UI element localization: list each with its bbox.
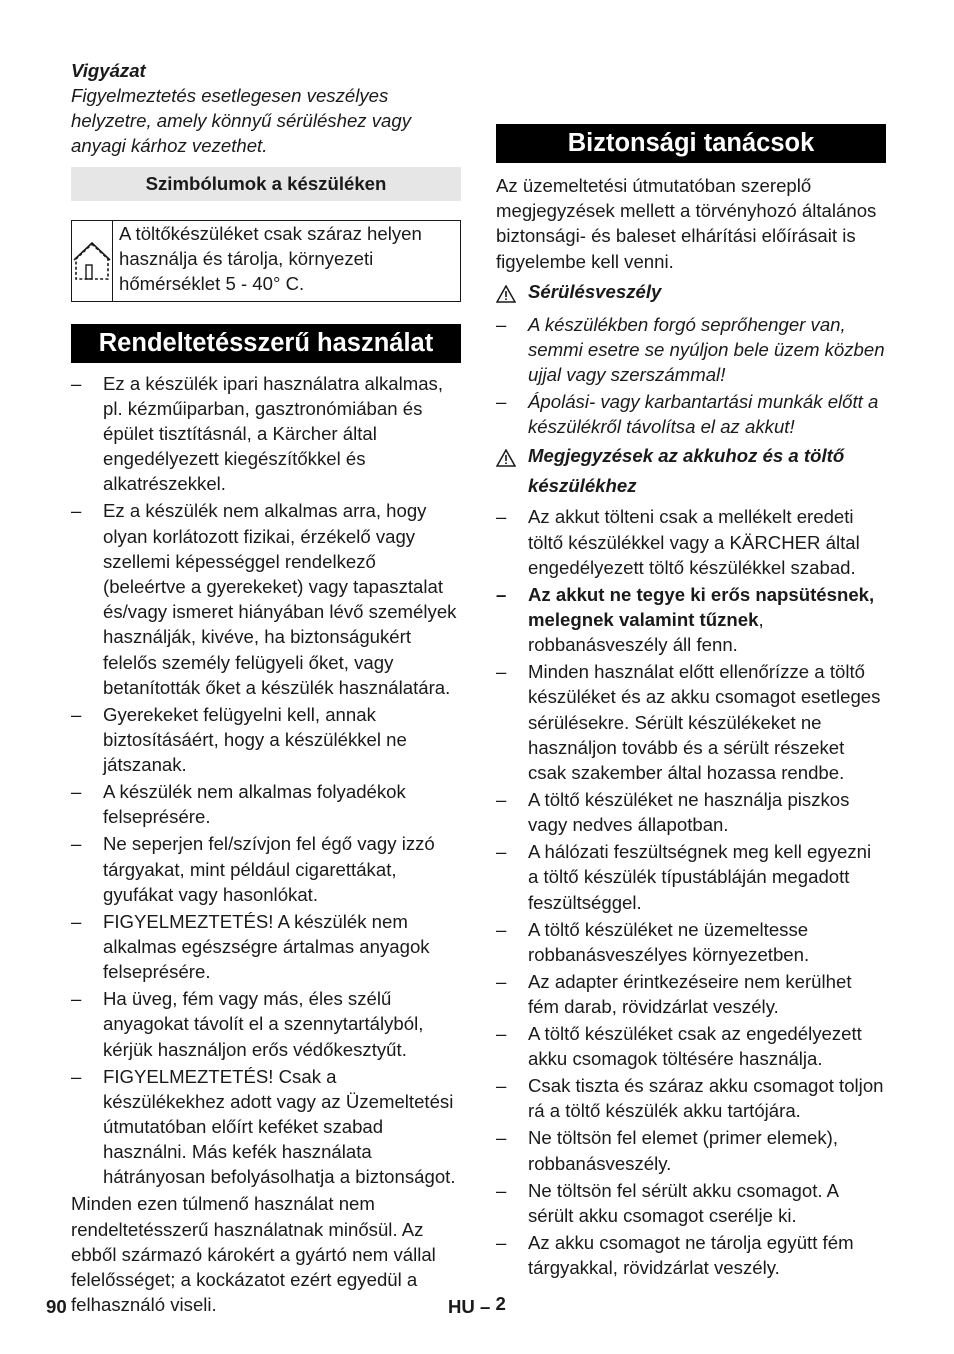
indoor-house-icon bbox=[72, 221, 113, 301]
injury-warning-heading bbox=[496, 277, 886, 312]
section-footer bbox=[448, 1293, 506, 1318]
section-page: 2 bbox=[495, 1293, 506, 1314]
section-code: HU bbox=[448, 1296, 475, 1317]
caution-text: Figyelmeztetés esetlegesen veszélyes helyzetre, amely könnyű sérüléshez vagy anyagi kárhoz vezethet. bbox=[71, 85, 412, 157]
list-item: – Az akku csomagot ne tárolja együtt fém tárgyakkal, rövidzárlat veszély. bbox=[496, 1231, 854, 1279]
battery-warning-title: Megjegyzések az akkuhoz és a töltő készülékhez bbox=[528, 445, 845, 497]
right-column bbox=[496, 124, 886, 1282]
caution-title: Vigyázat bbox=[71, 60, 146, 81]
list-item: – A töltő készüléket ne használja piszkos vagy nedves állapotban. bbox=[496, 789, 850, 836]
intended-use-closing: Minden ezen túlmenő használat nem rendeltetésszerű használatnak minősül. Az ebből származó károkért a gyártó nem vállal felelősséget; a kockázatot ezért egyedül a felhasználó viseli. bbox=[71, 1193, 436, 1316]
symbols-heading: Szimbólumok a készüléken bbox=[71, 167, 461, 201]
list-item: – Ez a készülék nem alkalmas arra, hogy olyan korlátozott fizikai, érzékelő vagy szellemi képességgel rendelkező (beleértve a gyerekeket) vagy tapasztalat és/vagy ismeret hiányában lévő személyek használják, kivéve, ha biztonságukért felelős személy felügyeli őket, vagy betanították őket a készülék használatára. bbox=[71, 500, 457, 698]
list-item: – Minden használat előtt ellenőrízze a töltő készüléket és az akku csomagot esetleges sérülésekre. Sérült készülékeket ne használjon tovább és a sérült részeket csak szakember által hozassa rendbe. bbox=[496, 661, 881, 784]
injury-warning-title: Sérülésveszély bbox=[528, 280, 662, 302]
list-item: – Ha üveg, fém vagy más, éles szélű anyagokat távolít el a szennytartályból, kérjük használjon erős védőkesztyűt. bbox=[71, 988, 424, 1060]
list-item: – Ne töltsön fel elemet (primer elemek), robbanásveszély. bbox=[496, 1127, 839, 1174]
list-item: – Ápolási- vagy karbantartási munkák előtt a készülékről távolítsa el az akkut! bbox=[496, 391, 879, 438]
list-item: – A készülék nem alkalmas folyadékok felseprésére. bbox=[71, 781, 406, 828]
list-item: – Az akkut tölteni csak a mellékelt eredeti töltő készülékkel vagy a KÄRCHER által engedélyezett töltő készülékkel szabad. bbox=[496, 506, 860, 578]
battery-list bbox=[496, 504, 886, 1280]
list-item: – Ne töltsön fel sérült akku csomagot. A sérült akku csomagot cserélje ki. bbox=[496, 1179, 839, 1226]
battery-warning-heading bbox=[496, 441, 886, 501]
warning-triangle-icon bbox=[496, 277, 528, 312]
left-column bbox=[71, 58, 461, 1318]
safety-intro: Az üzemeltetési útmutatóban szereplő megjegyzések mellett a törvényhozó általános biztonsági- és baleset elhárítási előírásait is figyelembe kell venni. bbox=[496, 175, 877, 272]
list-item: – Ez a készülék ipari használatra alkalmas, pl. kézműiparban, gasztronómiában és épület tisztításnál, a Kärcher által engedélyezett kiegészítőkkel és alkatrészekkel. bbox=[71, 372, 444, 495]
list-item: – Az adapter érintkezéseire nem kerülhet fém darab, rövidzárlat veszély. bbox=[496, 970, 852, 1018]
list-item: – Gyerekeket felügyelni kell, annak biztosításáért, hogy a készülékkel ne játszanak. bbox=[71, 703, 407, 776]
list-item: – FIGYELMEZTETÉS! Csak a készülékekhez adott vagy az Üzemeltetési útmutatóban előírt keféket szabad használni. Más kefék használata hátrányosan befolyásolhatja a biztonságot. bbox=[71, 1065, 456, 1188]
section-separator: – bbox=[480, 1296, 491, 1317]
list-item: – A készülékben forgó seprőhenger van, semmi esetre se nyúljon bele üzem közben ujjal vagy szerszámmal! bbox=[496, 313, 885, 386]
list-item: – Az akkut ne tegye ki erős napsütésnek, melegnek valamint tűznek, robbanásveszély áll fenn. bbox=[496, 583, 875, 656]
sun-warning-rest: , robbanásveszély áll fenn. bbox=[528, 609, 764, 656]
injury-list bbox=[496, 312, 886, 440]
symbol-table bbox=[71, 220, 461, 302]
list-item: – FIGYELMEZTETÉS! A készülék nem alkalmas egészségre ártalmas anyagok felseprésére. bbox=[71, 910, 430, 983]
warning-triangle-icon bbox=[496, 441, 528, 501]
intended-use-heading: Rendeltetésszerű használat bbox=[71, 324, 461, 363]
safety-heading: Biztonsági tanácsok bbox=[496, 124, 886, 163]
sun-warning-bold: Az akkut ne tegye ki erős napsütésnek, melegnek valamint tűznek bbox=[528, 583, 875, 631]
page-number: 90 bbox=[46, 1296, 67, 1317]
list-item: – A töltő készüléket ne üzemeltesse robbanásveszélyes környezetben. bbox=[496, 918, 810, 965]
symbol-description: A töltőkészüléket csak száraz helyen használja és tárolja, környezeti hőmérséklet 5 - 40° C. bbox=[119, 222, 422, 295]
intended-use-list bbox=[71, 371, 461, 1190]
list-item: – A töltő készüléket csak az engedélyezett akku csomagok töltésére használja. bbox=[496, 1023, 862, 1070]
list-item: – Csak tiszta és száraz akku csomagot toljon rá a töltő készülék akku tartójára. bbox=[496, 1075, 884, 1122]
list-item: – A hálózati feszültségnek meg kell egyezni a töltő készülék típustábláján megadott feszültséggel. bbox=[496, 841, 872, 913]
list-item: – Ne seperjen fel/szívjon fel égő vagy izzó tárgyakat, mint például cigarettákat, gyufákat vagy hasonlókat. bbox=[71, 833, 435, 905]
